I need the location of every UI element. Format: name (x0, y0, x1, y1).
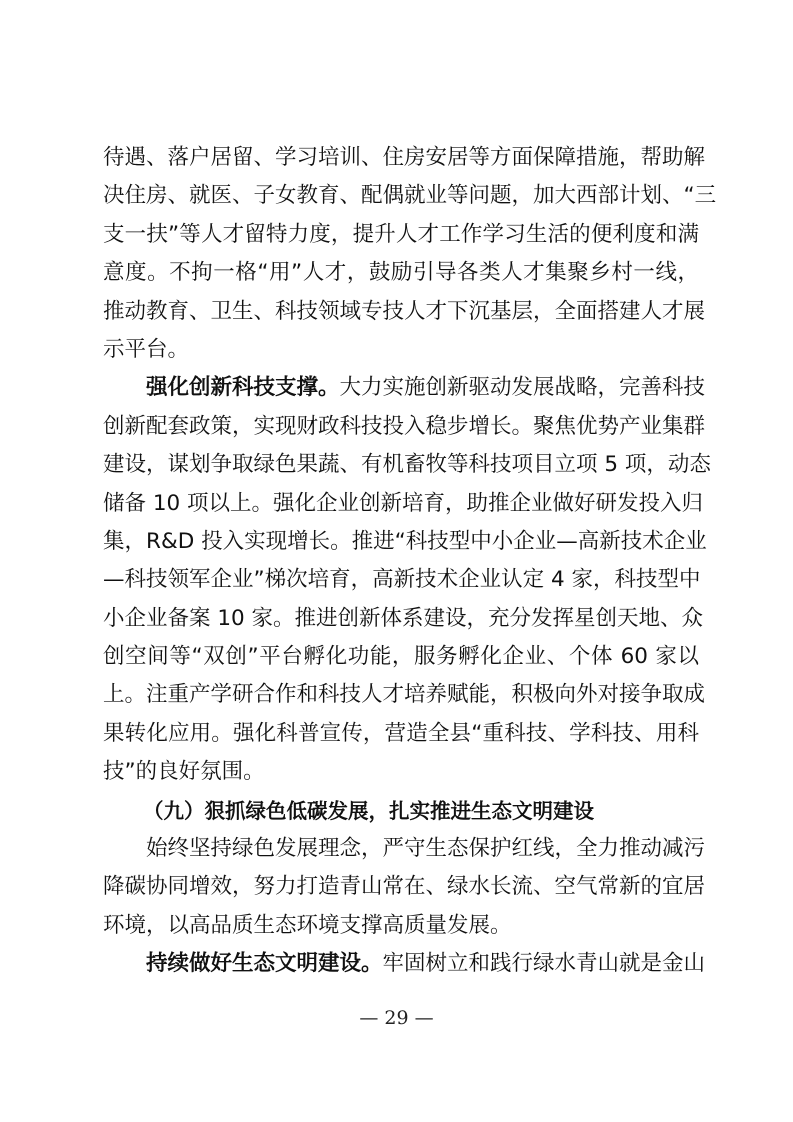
text-line: 集，R&D 投入实现增长。推进“科技型中小企业—高新技术企业 (103, 528, 707, 554)
text-line: 创新配套政策，实现财政科技投入稳步增长。聚焦优势产业集群 (103, 413, 706, 439)
text-line: 意度。不拘一格“用”人才，鼓励引导各类人才集聚乡村一线， (103, 260, 699, 286)
text-line: 示平台。 (103, 336, 190, 362)
text-line: 小企业备案 10 家。推进创新体系建设，充分发挥星创天地、众 (103, 605, 704, 631)
eco-section-title: 持续做好生态文明建设。 (146, 951, 383, 977)
tech-section-text: 大力实施创新驱动发展战略，完善科技 (339, 375, 706, 401)
page-number: — 29 — (359, 1007, 434, 1029)
text-line: —科技领军企业”梯次培育，高新技术企业认定 4 家，科技型中 (103, 567, 701, 593)
text-line: 果转化应用。强化科普宣传，营造全县“重科技、学科技、用科 (103, 720, 699, 746)
text-line: 创空间等“双创”平台孵化功能，服务孵化企业、个体 60 家以 (103, 644, 699, 670)
text-line: 降碳协同增效，努力打造青山常在、绿水长流、空气常新的宜居 (103, 874, 706, 900)
text-line: 技”的良好氛围。 (103, 759, 265, 785)
text-line: 始终坚持绿色发展理念，严守生态保护红线，全力推动减污 (146, 836, 706, 862)
text-line: 待遇、落户居留、学习培训、住房安居等方面保障措施，帮助解 (103, 145, 706, 170)
body-text (103, 139, 717, 984)
section-heading: （九）狠抓绿色低碳发展，扎实推进生态文明建设 (143, 798, 594, 823)
text-line: 决住房、就医、子女教育、配偶就业等问题，加大西部计划、“三 (103, 183, 717, 209)
tech-section-first-line (103, 369, 706, 407)
text-line: 储备 10 项以上。强化企业创新培育，助推企业做好研发投入归 (103, 490, 704, 516)
text-line: 推动教育、卫生、科技领域专技人才下沉基层，全面搭建人才展 (103, 298, 706, 324)
text-line: 环境，以高品质生态环境支撑高质量发展。 (103, 912, 512, 938)
text-line: 支一扶”等人才留特力度，提升人才工作学习生活的便利度和满 (103, 221, 699, 247)
tech-section-title: 强化创新科技支撑。 (146, 375, 340, 401)
eco-section-text: 牢固树立和践行绿水青山就是金山 (382, 951, 706, 977)
text-line: 建设，谋划争取绿色果蔬、有机畜牧等科技项目立项 5 项，动态 (103, 452, 711, 478)
text-line: 上。注重产学研合作和科技人才培养赋能，积极向外对接争取成 (103, 682, 706, 708)
eco-section-first-line (103, 945, 706, 983)
